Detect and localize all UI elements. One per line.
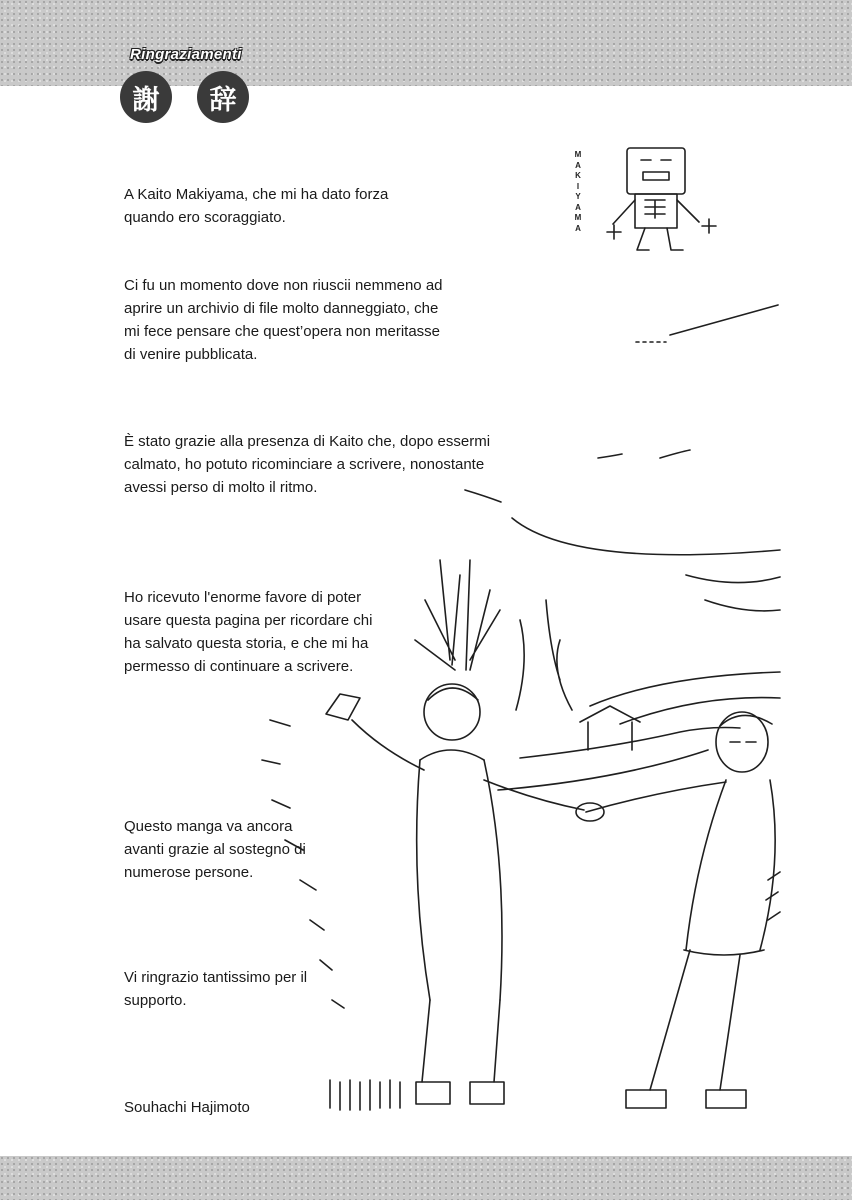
text-line: di venire pubblicata. [124,346,258,363]
text-line: È stato grazie alla presenza di Kaito che, dopo essermi [124,433,491,450]
robot-letter: K [575,171,581,180]
text-line: aprire un archivio di file molto danneggiato, che [124,300,439,317]
text-line: A Kaito Makiyama, che mi ha dato forza [124,186,389,203]
robot-name-vertical [571,150,585,234]
paragraph-thanks-kaito [124,183,388,229]
text-line: ha salvato questa storia, e che mi ha [124,635,369,652]
text-line: Vi ringrazio tantissimo per il [124,969,308,986]
robot-letter: M [574,150,582,159]
text-line: mi fece pensare che quest’opera non meritasse [124,323,441,340]
robot-letter: A [575,202,581,212]
kanji-badge-ji: 辞 [197,71,249,123]
text-line: avessi perso di molto il ritmo. [124,479,318,496]
text-line: calmato, ho potuto ricominciare a scrivere, nonostante [124,456,485,473]
paragraph-gratitude [124,966,307,1012]
text-line: quando ero scoraggiato. [124,209,286,226]
kanji-badge-sha: 謝 [120,71,172,123]
paragraph-support [124,815,306,884]
robot-letter: A [575,223,581,233]
robot-letter: Y [575,192,581,201]
robot-letter: M [574,213,582,222]
robot-letter: I [576,181,580,191]
paragraph-restart-writing [124,430,490,499]
text-line: usare questa pagina per ricordare chi [124,612,373,629]
paragraph-damaged-file [124,274,443,366]
paragraph-favor [124,586,372,678]
text-line: permesso di continuare a scrivere. [124,658,354,675]
text-line: Ho ricevuto l'enorme favore di poter [124,589,362,606]
robot-letter: A [575,160,581,170]
section-title: Ringraziamenti [130,46,242,63]
text-line: numerose persone. [124,864,254,881]
text-line: Questo manga va ancora [124,818,293,835]
text-line: Ci fu un momento dove non riuscii nemmeno ad [124,277,443,294]
text-line: avanti grazie al sostegno di [124,841,306,858]
author-signature: Souhachi Hajimoto [124,1099,250,1116]
text-line: supporto. [124,992,187,1009]
robot-mascot-drawing [607,148,716,250]
